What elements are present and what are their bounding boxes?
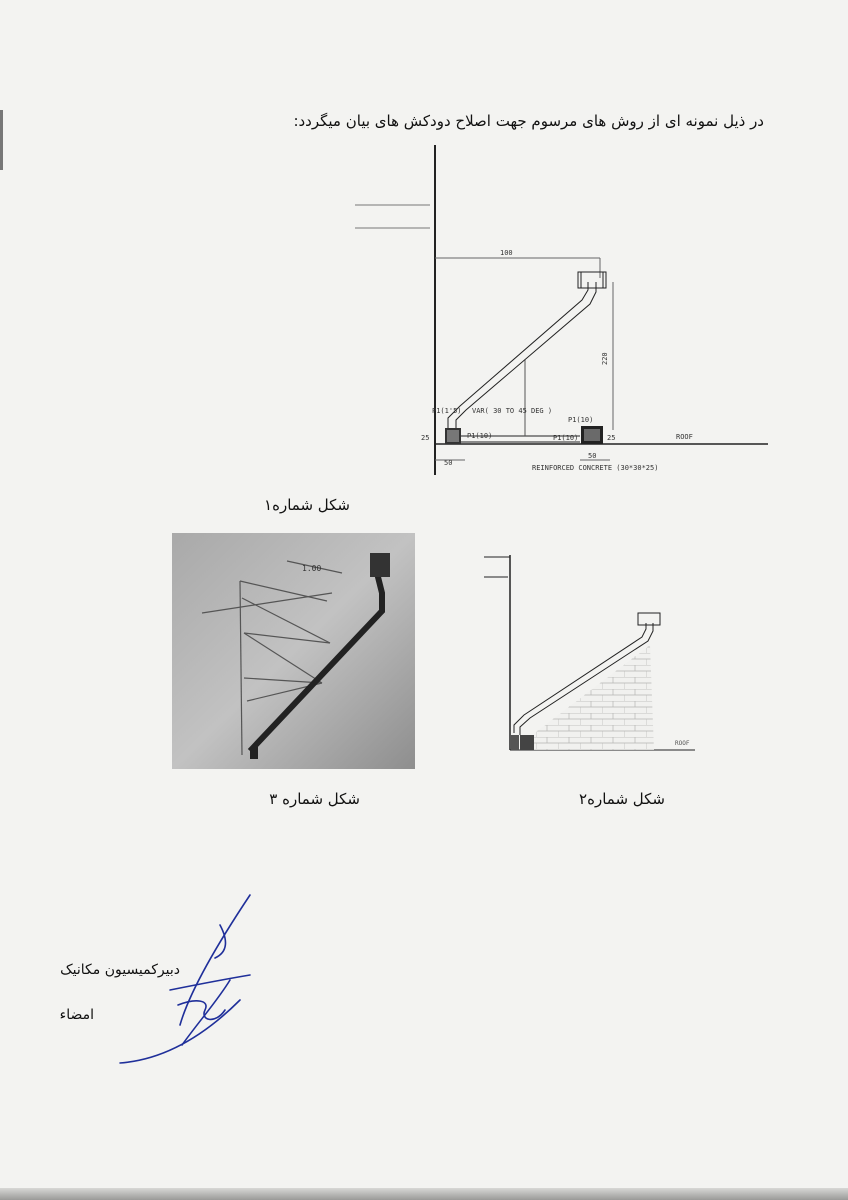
figure-2-roof-label: ROOF <box>675 740 690 747</box>
p1-top-label: P1(10) <box>568 416 594 424</box>
commission-secretary-title: دبیرکمیسیون مکانیک <box>60 962 180 978</box>
intro-text: در ذیل نمونه ای از روش های مرسوم جهت اصلاح دودکش های بیان میگردد: <box>293 112 764 130</box>
concrete-label: REINFORCED CONCRETE (30*30*25) <box>532 464 659 472</box>
dim-left-height-label: 25 <box>421 434 430 442</box>
handwritten-signature <box>100 880 270 1070</box>
roof-label: ROOF <box>676 433 693 441</box>
dim-height-label: 220 <box>601 352 609 365</box>
signature-label: امضاء <box>59 1007 94 1023</box>
figure-2-caption: شکل شماره۲ <box>579 790 665 808</box>
scan-bottom-edge <box>0 1188 848 1200</box>
figure-3-photo <box>172 533 415 769</box>
figure-1-drawing <box>300 140 780 485</box>
figure-1-caption: شکل شماره۱ <box>264 496 350 514</box>
figure-3-caption: شکل شماره ۳ <box>269 790 360 808</box>
var-angle-label: VAR( 30 TO 45 DEG ) <box>472 407 553 415</box>
p10-right-label: P1(10) <box>553 434 579 442</box>
dim-right-height-label: 25 <box>607 434 616 442</box>
dim-base-right-label: 50 <box>588 452 597 460</box>
dim-width-label: 100 <box>500 249 513 257</box>
dim-base-left-label: 50 <box>444 459 453 467</box>
p1-label: P1(1'5) <box>432 407 462 415</box>
scan-edge-mark <box>0 110 3 170</box>
figure-3-dim-label: 1.00 <box>302 564 322 573</box>
figure-2-drawing <box>470 545 710 760</box>
p10-left-label: P1(10) <box>467 432 493 440</box>
